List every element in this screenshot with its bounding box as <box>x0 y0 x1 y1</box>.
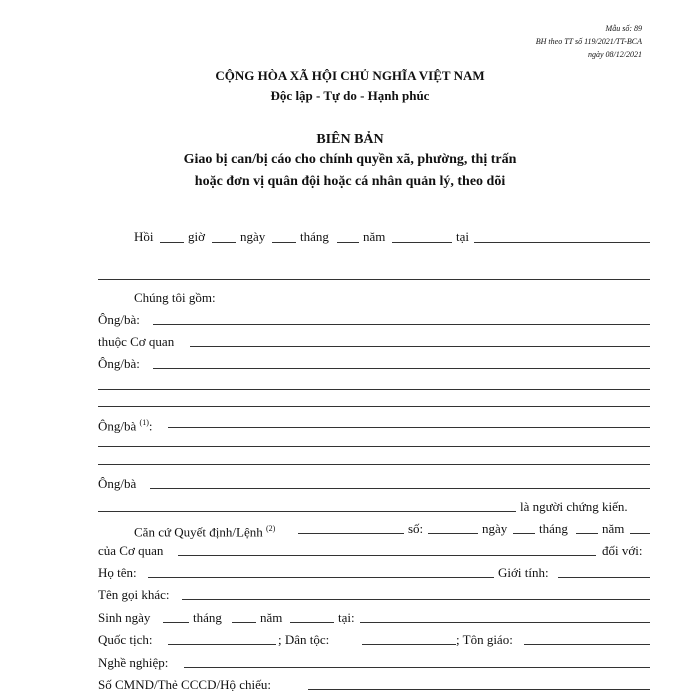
document-subtitle-line1: Giao bị can/bị cáo cho chính quyền xã, phường, thị trấn <box>183 152 517 167</box>
label-birth-place: tại: <box>338 610 355 625</box>
field-gender[interactable] <box>558 577 650 578</box>
field-person-3[interactable] <box>168 427 650 428</box>
field-blank-line-2[interactable] <box>98 406 650 407</box>
field-hour[interactable] <box>160 242 184 243</box>
label-decision-day: ngày <box>482 521 508 536</box>
document-subtitle-line2: hoặc đơn vị quân đội hoặc cá nhân quản lý, theo dõi <box>194 174 506 189</box>
label-full-name: Họ tên: <box>98 565 137 580</box>
field-decision-number[interactable] <box>428 533 478 534</box>
field-year[interactable] <box>392 242 452 243</box>
issue-date: ngày 08/12/2021 <box>588 50 642 59</box>
label-hoi: Hồi <box>134 229 154 244</box>
label-number: số: <box>408 521 424 536</box>
field-decision-year[interactable] <box>630 533 650 534</box>
footnote-1-marker: (1) <box>139 418 149 427</box>
field-person-4[interactable] <box>150 488 650 489</box>
label-of-agency: của Cơ quan <box>98 543 164 558</box>
label-birth-month: tháng <box>193 610 222 625</box>
label-based-on: Căn cứ Quyết định/Lệnh $^{(2)}$ <box>134 524 276 540</box>
label-tai: tại <box>456 229 469 244</box>
field-minute[interactable] <box>212 242 236 243</box>
label-gender: Giới tính: <box>498 565 549 580</box>
field-witness[interactable] <box>98 511 516 512</box>
field-other-name[interactable] <box>182 599 650 600</box>
label-decision-month: tháng <box>539 521 568 536</box>
label-thang: tháng <box>300 229 329 244</box>
field-day[interactable] <box>272 242 296 243</box>
field-decision[interactable] <box>298 533 404 534</box>
field-agency[interactable] <box>190 346 650 347</box>
field-blank-line-3[interactable] <box>98 446 650 447</box>
label-person-2: Ông/bà: <box>98 356 140 371</box>
label-birth-year: năm <box>260 610 283 625</box>
field-full-name[interactable] <box>148 577 494 578</box>
field-issuing-agency[interactable] <box>178 555 596 556</box>
label-occupation: Nghề nghiệp: <box>98 655 169 670</box>
label-nationality: Quốc tịch: <box>98 632 153 647</box>
label-gio: giờ <box>188 229 205 244</box>
field-birth-day[interactable] <box>163 622 189 623</box>
label-decision-year: năm <box>602 521 625 536</box>
label-agency: thuộc Cơ quan <box>98 334 175 349</box>
field-place[interactable] <box>474 242 650 243</box>
label-ngay: ngày <box>240 229 266 244</box>
field-nationality[interactable] <box>168 644 276 645</box>
document-title: BIÊN BẢN <box>316 132 384 147</box>
field-birth-place[interactable] <box>360 622 650 623</box>
field-religion[interactable] <box>524 644 650 645</box>
label-person-4: Ông/bà <box>98 476 137 491</box>
field-person-1[interactable] <box>153 324 650 325</box>
field-birth-month[interactable] <box>232 622 256 623</box>
label-nam: năm <box>363 229 386 244</box>
field-ethnicity[interactable] <box>362 644 456 645</box>
label-id-card: Số CMND/Thẻ CCCD/Hộ chiếu: <box>98 677 271 692</box>
footnote-2-marker: (2) <box>265 524 276 533</box>
label-witness: là người chứng kiến. <box>520 499 628 514</box>
field-blank-line-4[interactable] <box>98 464 650 465</box>
field-place-continued[interactable] <box>98 279 650 280</box>
field-person-2[interactable] <box>153 368 650 369</box>
label-born-day: Sinh ngày <box>98 610 151 625</box>
nation-name: CỘNG HÒA XÃ HỘI CHỦ NGHĨA VIỆT NAM <box>215 68 485 83</box>
label-religion: ; Tôn giáo: <box>456 632 513 647</box>
field-blank-line-1[interactable] <box>98 389 650 390</box>
label-person-3: Ông/bà $^{(1)}$: <box>98 418 153 434</box>
nation-motto: Độc lập - Tự do - Hạnh phúc <box>270 88 430 103</box>
field-birth-year[interactable] <box>290 622 334 623</box>
label-person-1: Ông/bà: <box>98 312 140 327</box>
circular-reference: BH theo TT số 119/2021/TT-BCA <box>535 37 642 46</box>
field-decision-month[interactable] <box>576 533 598 534</box>
label-other-name: Tên gọi khác: <box>98 587 170 602</box>
label-we-include: Chúng tôi gồm: <box>134 290 216 305</box>
field-decision-day[interactable] <box>513 533 535 534</box>
field-id-card[interactable] <box>308 689 650 690</box>
field-occupation[interactable] <box>184 667 650 668</box>
form-number: Mẫu số: 89 <box>605 24 642 33</box>
label-toward: đối với: <box>602 543 643 558</box>
field-month[interactable] <box>337 242 359 243</box>
label-ethnicity: ; Dân tộc: <box>278 632 330 647</box>
